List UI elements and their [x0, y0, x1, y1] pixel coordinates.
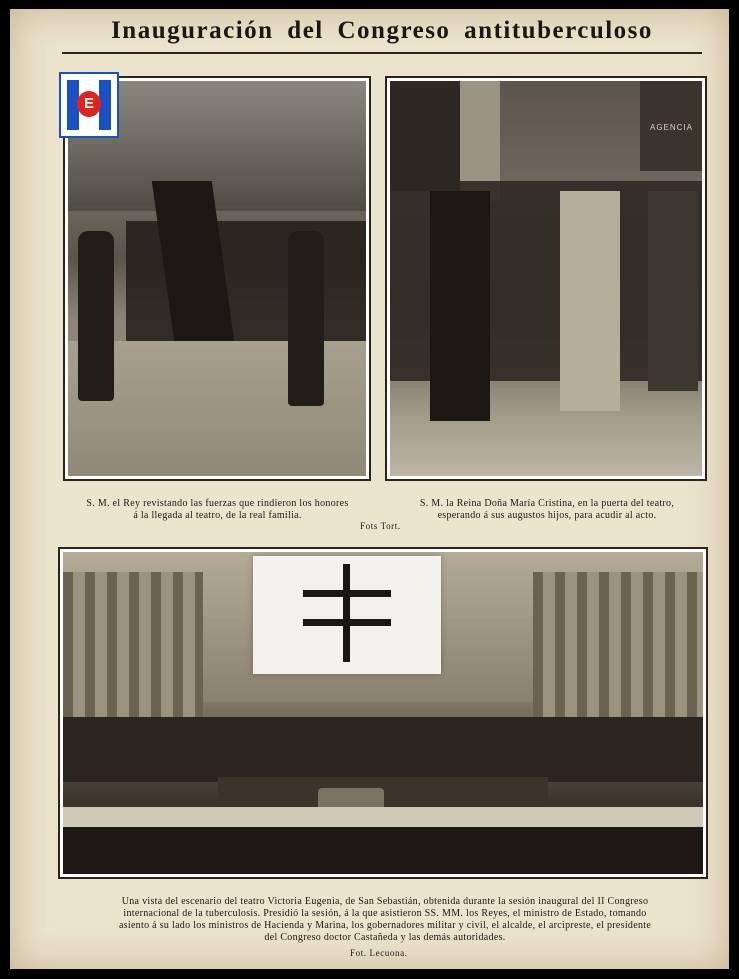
caption-top-right-line2: esperando á sus augustos hijos, para acudir al acto. [437, 510, 657, 521]
caption-bottom [55, 896, 715, 944]
caption-top-left-line2: á la llegada al teatro, de la real familia. [133, 510, 302, 521]
photo-king-review-image [68, 81, 366, 476]
photo-stage-session-image [63, 552, 703, 874]
cross-vertical-bar [343, 564, 350, 662]
logo-circle-letter: E [77, 91, 101, 117]
caption-bottom-line3: asiento á su lado los ministros de Hacienda y Marina, los gobernadores militar y civil, el alcalde, el arcipreste, el presidente [118, 920, 652, 931]
photo-queen-theater [385, 76, 707, 481]
credit-bottom: Fot. Lecuona. [350, 948, 408, 958]
caption-bottom-line1: Una vista del escenario del teatro Victoria Eugenia, de San Sebastián, obtenida durante la sesión inaugural del II Congreso [121, 896, 649, 907]
caption-top-right [382, 498, 712, 522]
caption-top-right-line1: S. M. la Reina Doña María Cristina, en la puerta del teatro, [419, 498, 675, 509]
double-cross-banner [253, 556, 441, 674]
caption-top-left [50, 498, 385, 522]
caption-bottom-line4: del Congreso doctor Castañeda y las demás autoridades. [264, 932, 506, 943]
magazine-page [10, 9, 729, 969]
title-rule [62, 52, 702, 54]
cross-bottom-bar [303, 619, 391, 626]
page-title: Inauguración del Congreso antituberculoso [111, 17, 653, 44]
photo-queen-theater-image [390, 81, 702, 476]
caption-bottom-line2: internacional de la tuberculosis. Presidió la sesión, á la que asistieron SS. MM. los Reyes, el ministro de Estado, tomando [123, 908, 647, 919]
photo-stage-session [58, 547, 708, 879]
credit-top: Fots Tort. [360, 521, 401, 531]
agencia-sign: AGENCIA [650, 123, 694, 132]
hemeroteca-logo [59, 72, 119, 138]
caption-top-left-line1: S. M. el Rey revistando las fuerzas que rindieron los honores [86, 498, 349, 509]
cross-top-bar [303, 590, 391, 597]
